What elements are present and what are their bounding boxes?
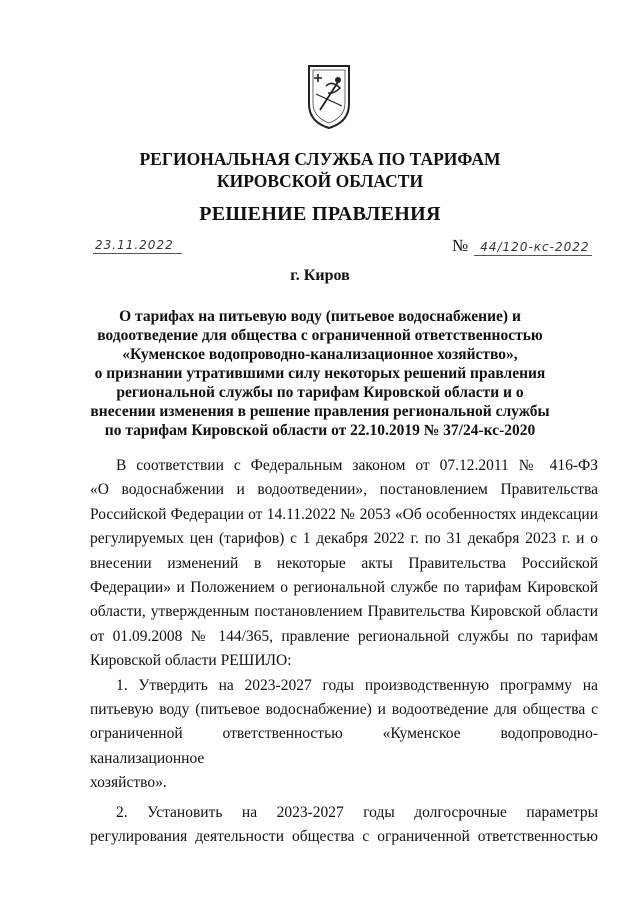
subject-line: О тарифах на питьевую воду (питьевое водоснабжение) и [119, 308, 521, 325]
body-line: В соответствии с Федеральным законом от 07.12.2011 № 416-ФЗ [116, 457, 598, 474]
body-line: хозяйство». [90, 774, 167, 792]
kirov-coat-of-arms-emblem [304, 60, 354, 130]
body-line: регулируемых цен (тарифов) с 1 декабря 2022 г. по 31 декабря 2023 г. и о [90, 530, 598, 548]
city-name: г. Киров [290, 267, 350, 284]
subject-line: внесении изменения в решение правления региональной службы [90, 403, 550, 420]
body-line: 1. Утвердить на 2023-2027 годы производственную программу на [116, 676, 598, 694]
document-number [452, 236, 592, 256]
body-line: внесении изменений в некоторые акты Правительства Российской [90, 554, 598, 572]
handwritten-date: 23.11.2022 [93, 238, 182, 254]
decision-subject [0, 307, 640, 440]
body-line: Кировской области РЕШИЛО: [90, 652, 292, 670]
decision-body [90, 454, 598, 850]
subject-line: водоотведение для общества с ограниченной ответственностью [97, 327, 543, 344]
subject-line: о признании утратившими силу некоторых решений правления [94, 365, 546, 382]
body-line: от 01.09.2008 № 144/365, правление региональной службы по тарифам [90, 627, 598, 645]
document-type-title: РЕШЕНИЕ ПРАВЛЕНИЯ [199, 203, 441, 225]
body-line: ограниченной ответственностью «Куменское водопроводно-канализационное [90, 725, 598, 767]
body-line: «О водоснабжении и водоотведении», постановлением Правительства [90, 481, 598, 499]
organization-name [0, 148, 640, 192]
body-line: Российской Федерации от 14.11.2022 № 2053 «Об особенностях индексации [90, 505, 598, 523]
body-line: регулирования деятельности общества с ограниченной ответственностью [90, 828, 598, 846]
org-line-1: РЕГИОНАЛЬНАЯ СЛУЖБА ПО ТАРИФАМ [139, 149, 501, 169]
body-line: 2. Установить на 2023-2027 годы долгосрочные параметры [116, 803, 598, 821]
handwritten-number: 44/120-кс-2022 [474, 240, 591, 256]
number-sign: № [452, 236, 469, 255]
body-line: питьевую воду (питьевое водоснабжение) и водоотведение для общества с [90, 701, 598, 719]
body-line: области, утвержденным постановлением Правительства Кировской области [90, 603, 598, 621]
org-line-2: КИРОВСКОЙ ОБЛАСТИ [216, 171, 424, 191]
subject-line: по тарифам Кировской области от 22.10.2019 № 37/24-кс-2020 [104, 422, 536, 439]
subject-line: «Куменское водопроводно-канализационное хозяйство», [122, 346, 518, 363]
subject-line: региональной службы по тарифам Кировской области и о [116, 384, 524, 401]
body-line: Федерации» и Положением о региональной службе по тарифам Кировской [90, 579, 598, 597]
